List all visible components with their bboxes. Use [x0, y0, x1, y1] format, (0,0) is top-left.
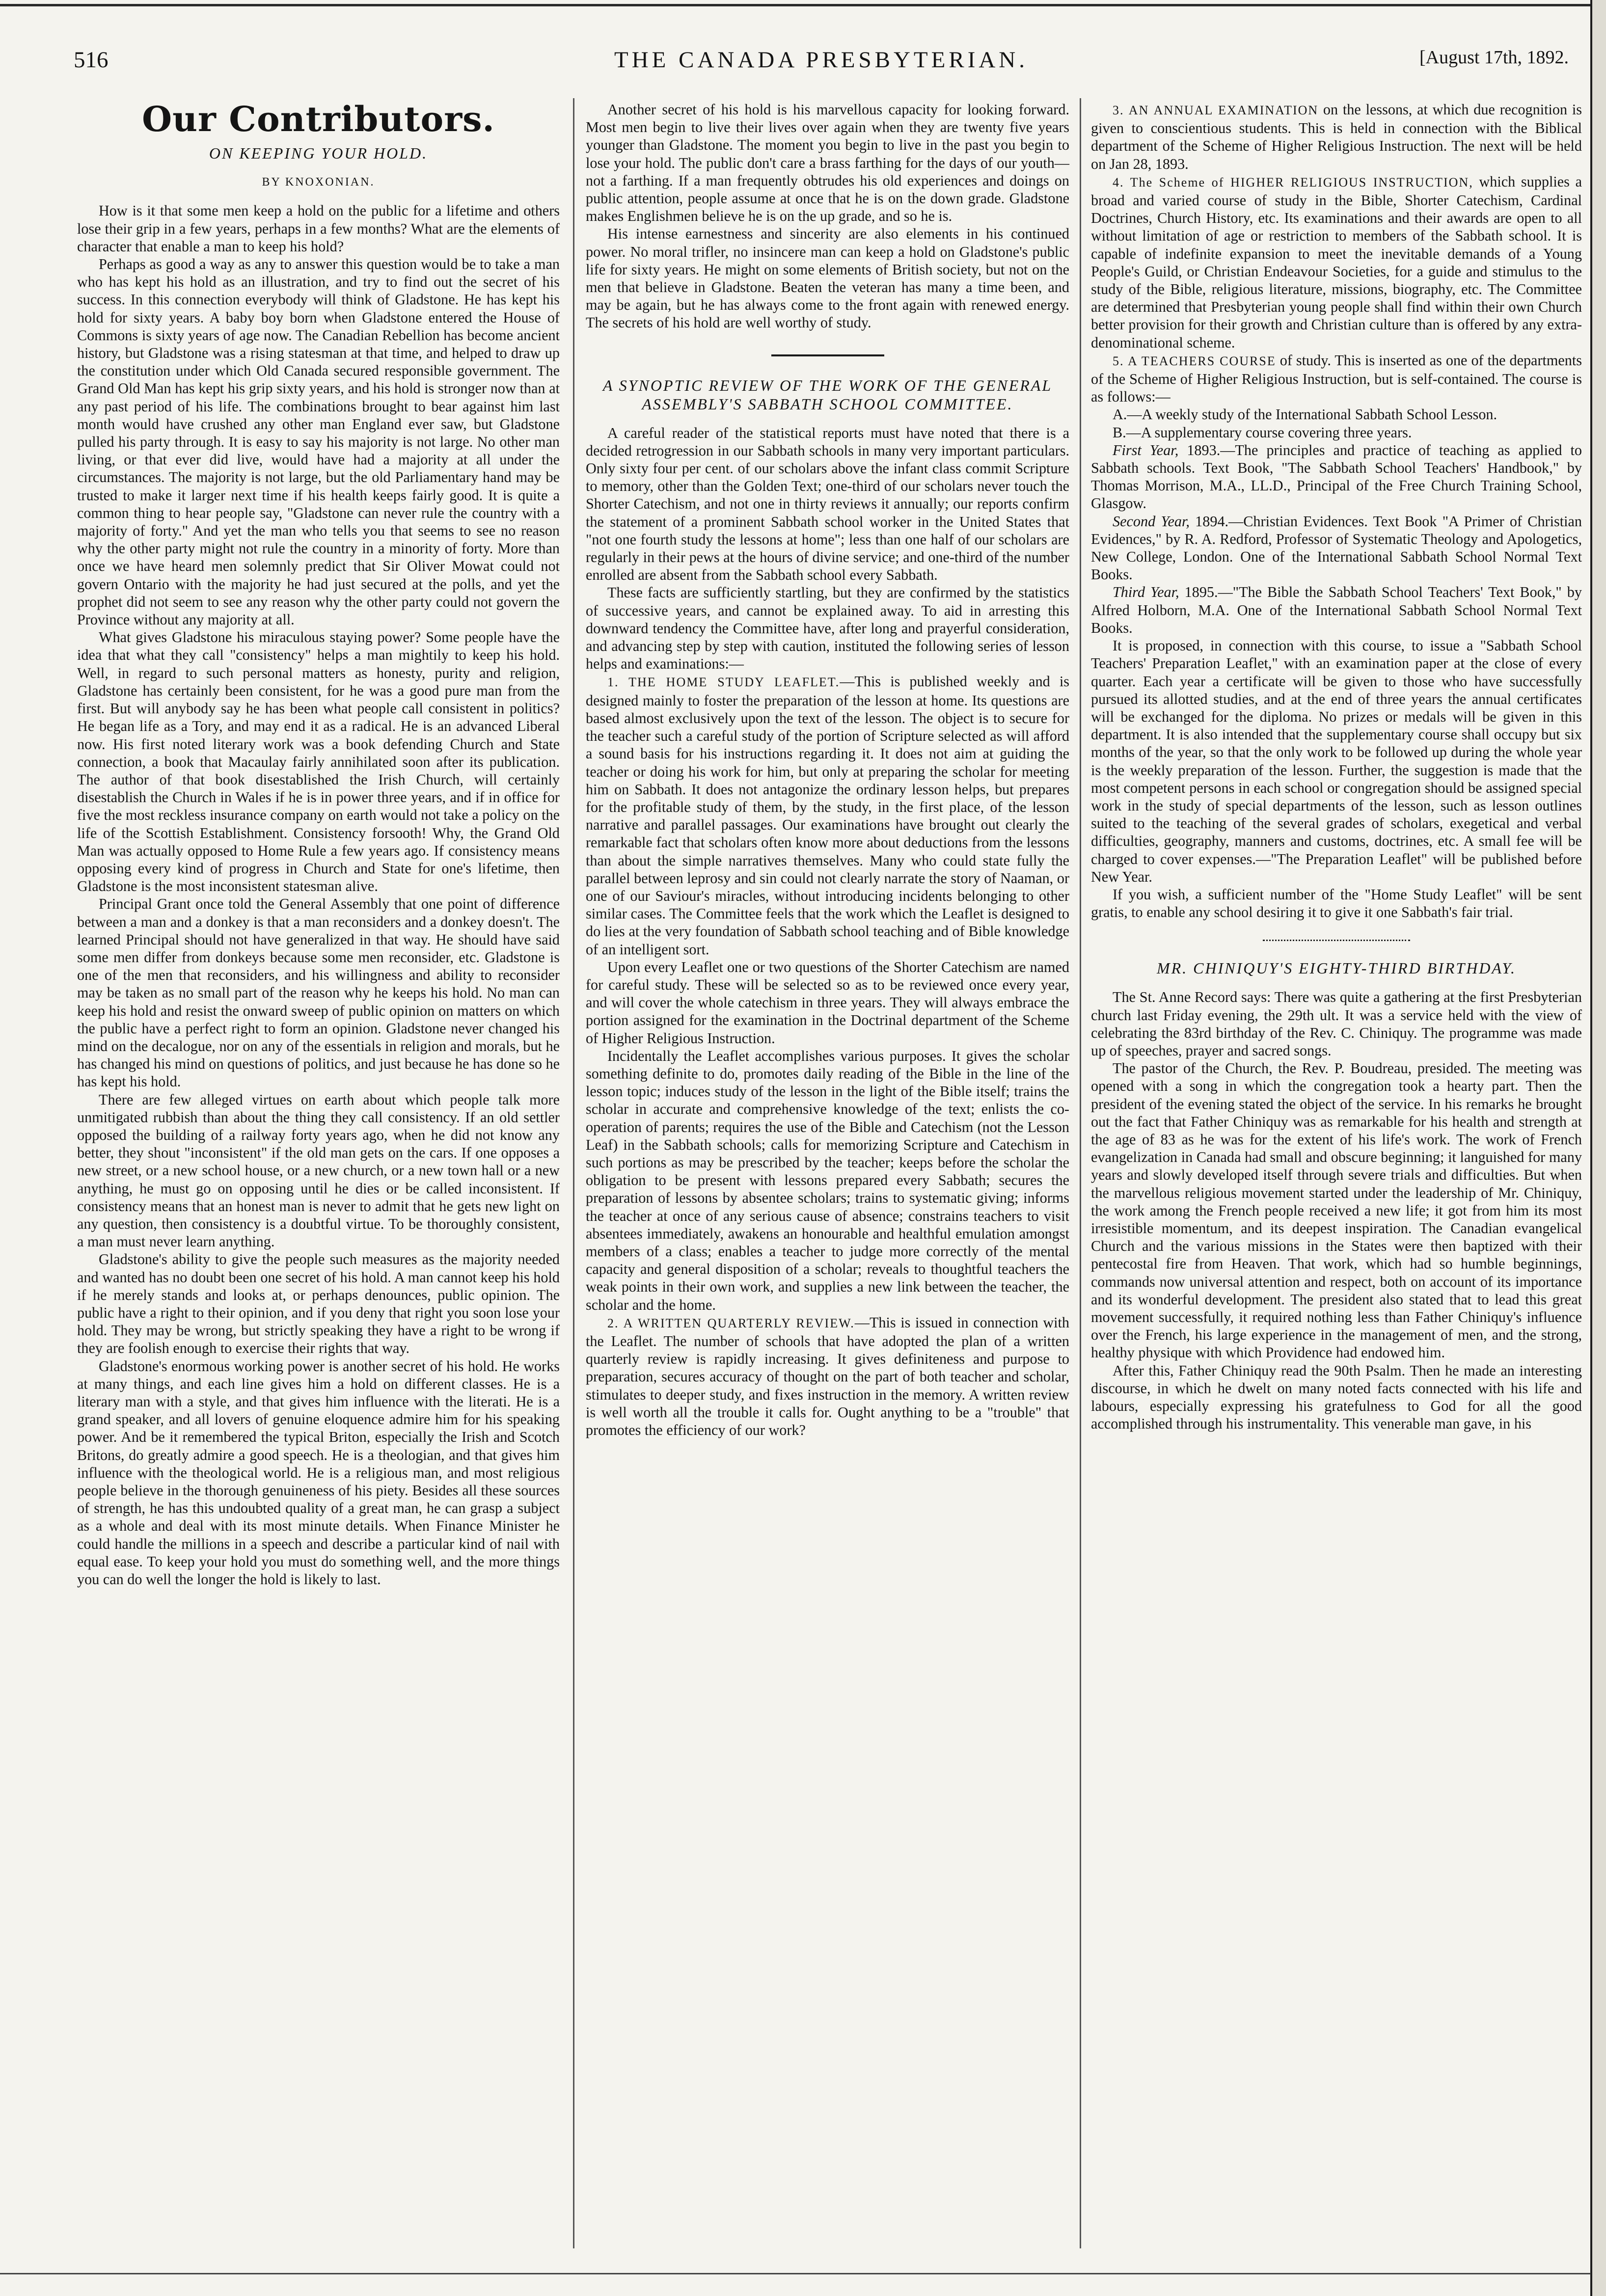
top-rule	[0, 4, 1591, 6]
section-title: Our Contributors.	[142, 99, 495, 139]
article-separator	[1263, 940, 1410, 941]
paragraph: It is proposed, in connection with this course, to issue a "Sabbath School Teachers' Preparation Leaflet," with an examination paper at the close of every quarter. Each year a certificate will be given to those who have successfully pursued its allotted studies, and at the end of three years the annual certificates will be exchanged for the diploma. No prizes or medals will be given in this department. It is also intended that the supplementary course shall occupy but six months of the year, so that the only work to be followed up during the whole year is the weekly preparation of the lesson. Further, the suggestion is made that the most competent persons in each school or congregation should be assigned special work in the study of special departments of the lesson, such as lesson outlines suited to the teaching of the several grades of scholars, exegetical and verbal difficulties, geography, manners and customs, doctrines, etc. A small fee will be charged to cover expenses.—"The Preparation Leaflet" will be published before New Year.	[1091, 637, 1582, 885]
item-text: —This is published weekly and is designed mainly to foster the preparation of the lesson at home. Its questions are based almost exclusively upon the text of the lesson. The object is to secure for the teacher such a careful study of the portion of Scripture selected as will afford a sound basis for his instructions regarding it. It does not aim at guiding the teacher or doing his work for him, but only at preparing the scholar for meeting him on Sabbath. It does not antagonize the ordinary lesson helps, but prepares for the profitable study of them, by the study, in the first place, of the lesson narrative and parallel passages. Our examinations have brought out clearly the remarkable fact that scholars often know more about deductions from the lessons than about the simple narratives themselves. Many who could state fully the parallel between leprosy and sin could not clearly narrate the story of Naaman, or one of our Saviour's miracles, without introducing incidents belonging to other similar cases. The Committee feels that the work which the Leaflet is designed to do lies at the very foundation of Sabbath school teaching and of Bible knowledge of an intelligent sort.	[586, 673, 1070, 958]
year-label: First Year,	[1113, 441, 1179, 459]
list-item	[1091, 351, 1582, 406]
item-text: on the lessons, at which due recognition is given to conscientious students. This is held in connection with the Biblical department of the Scheme of Higher Religious Instruction. The next will be held on Jan 28, 1893.	[1091, 101, 1582, 172]
item-label: 2. A WRITTEN QUARTERLY REVIEW.	[607, 1316, 855, 1330]
newspaper-title: THE CANADA PRESBYTERIAN.	[614, 47, 1028, 73]
paragraph: There are few alleged virtues on earth about which people talk more unmitigated rubbish than about the thing they call consistency. If an old settler opposed the building of a railway forty years ago, when he did not know any better, they shout "inconsistent" if the old man gets on the cars. If one opposes a new street, or a new school house, or a new church, or a new town hall or a new anything, he must go on opposing until he dies or be called inconsistent. If consistency means that an honest man is never to admit that he gets new light on any question, then consistency is a doubtful virtue. To be thoroughly consistent, a man must never learn anything.	[77, 1091, 560, 1250]
column-1	[77, 101, 560, 1588]
item-text: —This is issued in connection with the Leaflet. The number of schools that have adopted the plan of a written quarterly review is rapidly increasing. It gives definiteness and purpose to preparation, secures accuracy of thought on the part of both teacher and scholar, stimulates to deeper study, and fixes instruction in the memory. A written review is well worth all the trouble it calls for. Ought anything to be a "trouble" that promotes the efficiency of our work?	[586, 1314, 1069, 1439]
year-label: Second Year,	[1113, 513, 1190, 530]
article-separator	[771, 354, 884, 356]
paragraph: The St. Anne Record says: There was quite a gathering at the first Presbyterian church last Friday evening, the 29th ult. It was a service held with the view of celebrating the 83rd birthday of the Rev. C. Chiniquy. The programme was made up of speeches, prayer and sacred songs.	[1091, 989, 1582, 1059]
page-edge	[1590, 0, 1606, 2296]
course-line: A.—A weekly study of the International Sabbath School Lesson.	[1113, 406, 1497, 423]
paragraph: Principal Grant once told the General Assembly that one point of difference between a man and a donkey is that a man reconsiders and a donkey doesn't. The learned Principal should not have generalized in that way. He should have said some men differ from donkeys because some men reconsider, etc. Gladstone is one of the men that reconsiders, and his willingness and ability to reconsider may be taken as no small part of the reason why he keeps his hold. No man can keep his hold and resist the onward sweep of public opinion on matters on which the public have a perfect right to form an opinion. Gladstone never changed his mind on the decalogue, nor on any of the essentials in religion and morals, but he has changed his mind on questions of politics, and just because he has done so he has kept his hold.	[77, 895, 560, 1090]
paragraph: After this, Father Chiniquy read the 90th Psalm. Then he made an interesting discourse, in which he dwelt on many noted facts connected with his life and labours, especially expressing his gratefulness to God for all the good accomplished through his instrumentality. This venerable man gave, in his	[1091, 1362, 1582, 1432]
year-text: 1895.—"The Bible the Sabbath School Teachers' Text Book," by Alfred Holborn, M.A. One of the International Sabbath School Normal Text Books.	[1091, 584, 1582, 636]
course-line: B.—A supplementary course covering three years.	[1113, 424, 1412, 441]
year-item	[1091, 441, 1582, 513]
page-number: 516	[74, 47, 109, 73]
paragraph: Perhaps as good a way as any to answer this question would be to take a man who has kept his hold as an illustration, and try to find out the secret of his success. In this connection everybody will think of Gladstone. He has kept his hold for sixty years. A baby boy born when Gladstone entered the House of Commons is sixty years of age now. The Canadian Rebellion has become ancient history, but Gladstone was a rising statesman at that time, and helped to draw up the constitution under which Old Canada secured responsible government. The Grand Old Man has kept his grip sixty years, and his hold is stronger now than at any past period of his life. The combinations brought to bear against him last month would have crushed any other man England ever saw, but Gladstone pulled his party through. It is easy to say his majority is not large. No other man living, or that ever did live, would have had a majority at all under the circumstances. The majority is not large, but the old Parliamentary hand may be trusted to make it larger next time if his health keeps fairly good. It is quite a common thing to hear people say, "Gladstone can never rule the country with a majority of forty." And yet the man who tells you that seems to see no reason why the other party might not rule the country in a minority of forty. More than once we have heard men solemnly predict that Sir Oliver Mowat could not govern Ontario with the majority he had just secured at the polls, and yet the prophet did not seem to see any reason why the other party could not govern the Province without any majority at all.	[77, 256, 560, 628]
item-label: 1. THE HOME STUDY LEAFLET.	[607, 675, 840, 690]
list-item	[586, 673, 1069, 958]
paragraph: Another secret of his hold is his marvellous capacity for looking forward. Most men begin to live their lives over again when they are twenty five years younger than Gladstone. The moment you begin to live in the past you begin to lose your hold. The public don't care a brass farthing for the days of our youth—not a farthing. If a man frequently obtrudes his old experiences and doings on public attention, people assume at once that he is on the down grade. Gladstone makes Englishmen believe he is on the up grade, and so he is.	[586, 101, 1069, 225]
page-header	[74, 47, 1569, 86]
list-item	[1091, 173, 1582, 351]
paragraph: Upon every Leaflet one or two questions of the Shorter Catechism are named for careful study. These will be selected so as to be reviewed once every year, and will cover the whole catechism in three years. They will always embrace the portion assigned for the examination in the Doctrinal department of the Scheme of Higher Religious Instruction.	[586, 958, 1069, 1047]
paragraph: What gives Gladstone his miraculous staying power? Some people have the idea that what they call "consistency" helps a man mightily to keep his hold. Well, in regard to such personal matters as honesty, purity and religion, Gladstone has certainly been consistent, for he was a good pure man from the first. But will anybody say he has been what people call consistent in politics? He began life as a Tory, and may end it as a radical. He is an advanced Liberal now. His first noted literary work was a book defending Church and State connection, a book that Macaulay fairly annihilated soon after its publication. The author of that book disestablished the Irish Church, will certainly disestablish the Church in Wales if he is in power three years, and if in office for five the most reckless insurance company on earth would not take a policy on the life of the Scottish Establishment. Consistency forsooth! Why, the Grand Old Man was actually opposed to Home Rule a few years ago. If consistency means opposing every kind of progress in Church and State for one's lifetime, then Gladstone is the most inconsistent statesman alive.	[77, 629, 560, 895]
paragraph: Gladstone's ability to give the people such measures as the majority needed and wanted has no doubt been one secret of his hold. A man cannot keep his hold if he merely stands and looks at, or perhaps denounces, public opinion. The public have a right to their opinion, and if you deny that right you soon lose your hold. They may be wrong, but strictly speaking they have a right to be wrong if they are foolish enough to exercise their rights that way.	[77, 1251, 560, 1357]
column-2	[586, 101, 1069, 1439]
column-3	[1091, 101, 1582, 1432]
item-label: 4. The Scheme of HIGHER RELIGIOUS INSTRUCTION,	[1113, 175, 1473, 189]
list-item	[1091, 101, 1582, 173]
paragraph: How is it that some men keep a hold on the public for a lifetime and others lose their grip in a few years, perhaps in a few months? What are the elements of character that enable a man to keep his hold?	[77, 202, 560, 255]
bottom-rule	[0, 2273, 1591, 2274]
year-label: Third Year,	[1113, 584, 1179, 601]
list-item	[586, 1314, 1069, 1439]
paragraph: If you wish, a sufficient number of the "Home Study Leaflet" will be sent gratis, to enable any school desiring it to give it one Sabbath's fair trial.	[1091, 886, 1582, 921]
year-item	[1091, 583, 1582, 637]
article-title-chiniquy-birthday: MR. CHINIQUY'S EIGHTY-THIRD BIRTHDAY.	[1156, 959, 1517, 977]
article-title-keeping-hold: ON KEEPING YOUR HOLD.	[209, 144, 428, 162]
year-item	[1091, 513, 1582, 584]
paragraph: A careful reader of the statistical reports must have noted that there is a decided retrogression in our Sabbath schools in many very important particulars. Only sixty four per cent. of our scholars above the infant class commit Scripture to memory, other than the Golden Text; one-third of our scholars never touch the Shorter Catechism, and not one in thirty reviews it annually; our reports confirm the statement of a prominent Sabbath school worker in the United States that "not one fourth study the lessons at home"; less than one half of our scholars are regularly in their pews at the hours of divine service; and one-third of the number enrolled are absent from the Sabbath school every Sabbath.	[586, 424, 1069, 584]
item-label: 3. AN ANNUAL EXAMINATION	[1113, 103, 1319, 117]
paragraph: These facts are sufficiently startling, but they are confirmed by the statistics of successive years, and cannot be explained away. To aid in arresting this downward tendency the Committee have, after long and prayerful consideration, and advancing step by step with caution, instituted the following series of lesson helps and examinations:—	[586, 584, 1069, 673]
byline: BY KNOXONIAN.	[262, 176, 375, 189]
issue-date: [August 17th, 1892.	[1419, 47, 1569, 68]
item-text: of study. This is inserted as one of the departments of the Scheme of Higher Religious Instruction, but is self-contained. The course is as follows:—	[1091, 351, 1582, 405]
item-label: 5. A TEACHERS COURSE	[1113, 353, 1276, 368]
year-text: 1893.—The principles and practice of teaching as applied to Sabbath schools. Text Book, "The Sabbath School Teachers' Handbook," by Thomas Morrison, M.A., LL.D., Principal of the Free Church Training School, Glasgow.	[1091, 441, 1582, 512]
article-title-synoptic-review: A SYNOPTIC REVIEW OF THE WORK OF THE GENERAL ASSEMBLY'S SABBATH SCHOOL COMMITTEE.	[602, 376, 1053, 413]
paragraph: Incidentally the Leaflet accomplishes various purposes. It gives the scholar something definite to do, promotes daily reading of the Bible in the line of the lesson topic; induces study of the lesson in the light of the Bible itself; trains the scholar in accurate and comprehensive knowledge of the text; enlists the co-operation of parents; requires the use of the Bible and Catechism (not the Lesson Leaf) in the Sabbath schools; calls for memorizing Scripture and Catechism in such portions as may be prescribed by the teacher; keeps before the scholar the obligation to be present with lessons prepared every Sabbath; secures the preparation of lessons by absentee scholars; trains to systematic giving; informs the teacher at once of any serious cause of absence; constrains teachers to visit absentees immediately, awakens an honourable and healthful emulation amongst members of a class; enables a teacher to judge more correctly of the mental capacity and general disposition of a scholar; reveals to thoughtful teachers the weak points in their own work, and supplies a new link between the teacher, the scholar and the home.	[586, 1047, 1069, 1313]
column-rule-2	[1080, 98, 1081, 2248]
paragraph: His intense earnestness and sincerity are also elements in his continued power. No moral trifler, no insincere man can keep a hold on Gladstone's public life for sixty years. He might on some elements of British society, but not on the men that believe in Gladstone. Beaten the veteran has many a time been, and may be again, but he has always come to the front again with renewed energy. The secrets of his hold are well worthy of study.	[586, 225, 1069, 331]
paragraph: The pastor of the Church, the Rev. P. Boudreau, presided. The meeting was opened with a song in which the congregation took a hearty part. Then the president of the evening stated the object of the service. In his remarks he brought out the fact that Father Chiniquy was as remarkable for his health and strength at the age of 83 as he was for the extent of his life's work. The work of French evangelization in Canada had small and obscure beginning; it languished for many years and slowly developed itself through severe trials and difficulties. But when the marvellous religious movement started under the leadership of Mr. Chiniquy, the work among the French people received a new life; it got from him its most irresistible momentum, and its deepest inspiration. The Canadian evangelical Church and the various missions in the States were then baptized with their pentecostal fire from Heaven. That work, which had so humble beginnings, commands now universal attention and respect, both on account of its importance and its wonderful development. The president also stated that to lead this great movement successfully, it required nothing less than Father Chiniquy's influence over the French, his large experience in the management of men, and the strong, healthy physique with which Providence had endowed him.	[1091, 1060, 1582, 1361]
column-rule-1	[573, 98, 574, 2248]
year-text: 1894.—Christian Evidences. Text Book "A Primer of Christian Evidences," by R. A. Redford, Professor of Systematic Theology and Apologetics, New College, London. One of the International Sabbath School Normal Text Books.	[1091, 513, 1582, 583]
paragraph: Gladstone's enormous working power is another secret of his hold. He works at many things, and each line gives him a hold on different classes. He is a literary man with a style, and that gives him influence with the literati. He is a grand speaker, and all lovers of genuine eloquence admire him for his speaking power. And be it remembered the typical Briton, especially the Irish and Scotch Britons, do greatly admire a good speech. He is a theologian, and that gives him influence with the theological world. He is a religious man, and most religious people believe in the thorough genuineness of his piety. Besides all these sources of strength, he has this undoubted quality of a great man, he can grasp a subject as a whole and deal with its most minute details. When Finance Minister he could handle the millions in a speech and describe a particular kind of nail with equal ease. To keep your hold you must do something well, and the more things you can do well the longer the hold is likely to last.	[77, 1357, 560, 1588]
item-text: which supplies a broad and varied course of study in the Bible, Shorter Catechism, Cardinal Doctrines, Church History, etc. Its examinations and their awards are open to all without limitation of age or restriction to members of the Sabbath school. It is capable of indefinite expansion to meet the inevitable demands of a Young People's Guild, or Christian Endeavour Societies, for a guide and stimulus to the study of the Bible, religious literature, missions, biography, etc. The Committee are determined that Presbyterian young people shall find within their own Church better provision for their growth and Christian culture than is offered by any extra-denominational scheme.	[1091, 173, 1582, 351]
